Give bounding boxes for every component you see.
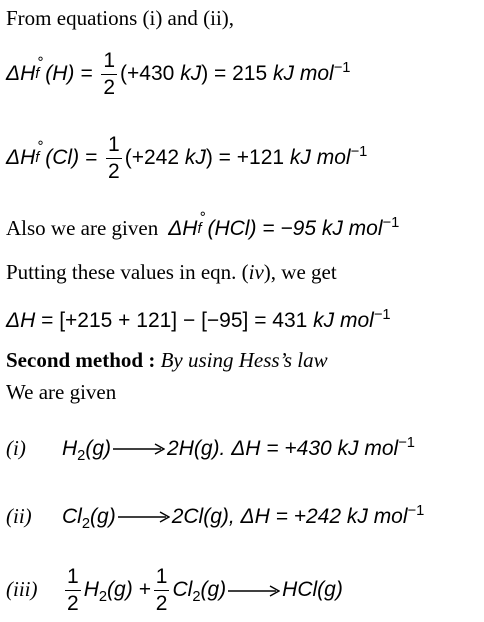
reaction-arrow-icon (228, 585, 280, 597)
unit-exponent: −1 (373, 306, 391, 323)
reaction-arrow-icon (118, 511, 170, 523)
value-part-a: (+242 (124, 146, 185, 170)
reactant-subscript: 2 (81, 516, 91, 533)
reactant-state: (g) (85, 437, 112, 460)
given-text: Also we are given (6, 216, 159, 240)
reactant: Cl (62, 505, 82, 528)
reaction-label: (iii) (6, 577, 38, 602)
product: HCl(g) (282, 578, 343, 602)
fraction-half: $\frac{1}{2}$ (103, 49, 116, 100)
delta-h-symbol: ΔH (6, 146, 36, 170)
given-hcl-line (6, 205, 400, 240)
putting-eqn-ref: iv (248, 260, 264, 284)
species-arg: (HCl) = −95 (207, 217, 322, 240)
reactant-1-subscript: 2 (98, 589, 108, 606)
reactant-state: (g) (90, 505, 116, 528)
reactant-2-subscript: 2 (192, 589, 201, 606)
unit-exponent: −1 (333, 60, 351, 77)
value-part-b: ) = +121 (205, 146, 290, 170)
result-line (6, 306, 391, 332)
result-expression: = [+215 + 121] − [−95] = 431 (35, 309, 314, 332)
reaction-1 (6, 434, 415, 465)
delta-h-symbol: ΔH (168, 217, 198, 240)
unit-exponent: −1 (398, 434, 415, 451)
reactant-2: Cl (172, 578, 193, 602)
value-part-a: (+430 (120, 62, 181, 86)
equation-dh-cl (6, 134, 367, 183)
unit: kJ mol (346, 505, 408, 528)
unit-a: kJ (180, 62, 202, 86)
second-method-heading (6, 350, 328, 371)
fraction-half: $\frac{1}{2}$ (67, 565, 79, 616)
unit: kJ mol (321, 217, 383, 240)
value-part-b: ) = 215 (201, 62, 273, 86)
putting-text-b: ), we get (263, 260, 337, 284)
species-arg: (H) = (45, 62, 93, 86)
species-arg: (Cl) = (45, 146, 98, 170)
reaction-arrow-icon (113, 443, 165, 455)
delta-h-symbol: ΔH (6, 62, 36, 86)
equation-dh-h (6, 50, 350, 99)
delta-h-symbol: ΔH (6, 309, 36, 332)
reaction-2 (6, 502, 425, 533)
reactant: H (62, 437, 78, 460)
unit: kJ mol (337, 437, 399, 460)
reaction-3 (6, 566, 343, 615)
unit-b: kJ mol (289, 146, 351, 170)
fraction-half: $\frac{1}{2}$ (155, 565, 168, 616)
unit: kJ mol (313, 309, 374, 332)
putting-line (6, 262, 337, 283)
we-are-given (6, 382, 116, 403)
unit-exponent: −1 (407, 502, 425, 519)
we-are-given-text: We are given (6, 380, 117, 404)
standard-formation-mark: ∘ f (197, 205, 208, 238)
second-method-label: Second method : (6, 348, 156, 372)
intro-text (6, 8, 234, 29)
second-method-description: By using Hess’s law (160, 348, 328, 372)
reaction-label: (i) (6, 436, 26, 460)
unit-a: kJ (184, 146, 206, 170)
standard-formation-mark: ∘ f (35, 134, 45, 167)
reactant-1-state: (g) + (107, 578, 151, 602)
unit-b: kJ mol (273, 62, 334, 86)
unit-exponent: −1 (382, 214, 400, 231)
reactant-subscript: 2 (77, 448, 86, 465)
reactant-1: H (83, 578, 99, 602)
unit-exponent: −1 (350, 144, 368, 161)
reactant-2-state: (g) (200, 578, 227, 602)
intro-label: From equations (i) and (ii), (6, 6, 235, 30)
putting-text-a: Putting these values in eqn. ( (6, 260, 249, 284)
reaction-label: (ii) (6, 504, 32, 528)
product: 2Cl(g), ΔH = +242 (171, 505, 347, 528)
standard-formation-mark: ∘ f (35, 50, 45, 83)
fraction-half: $\frac{1}{2}$ (108, 133, 120, 184)
product: 2H(g). ΔH = +430 (167, 437, 338, 460)
